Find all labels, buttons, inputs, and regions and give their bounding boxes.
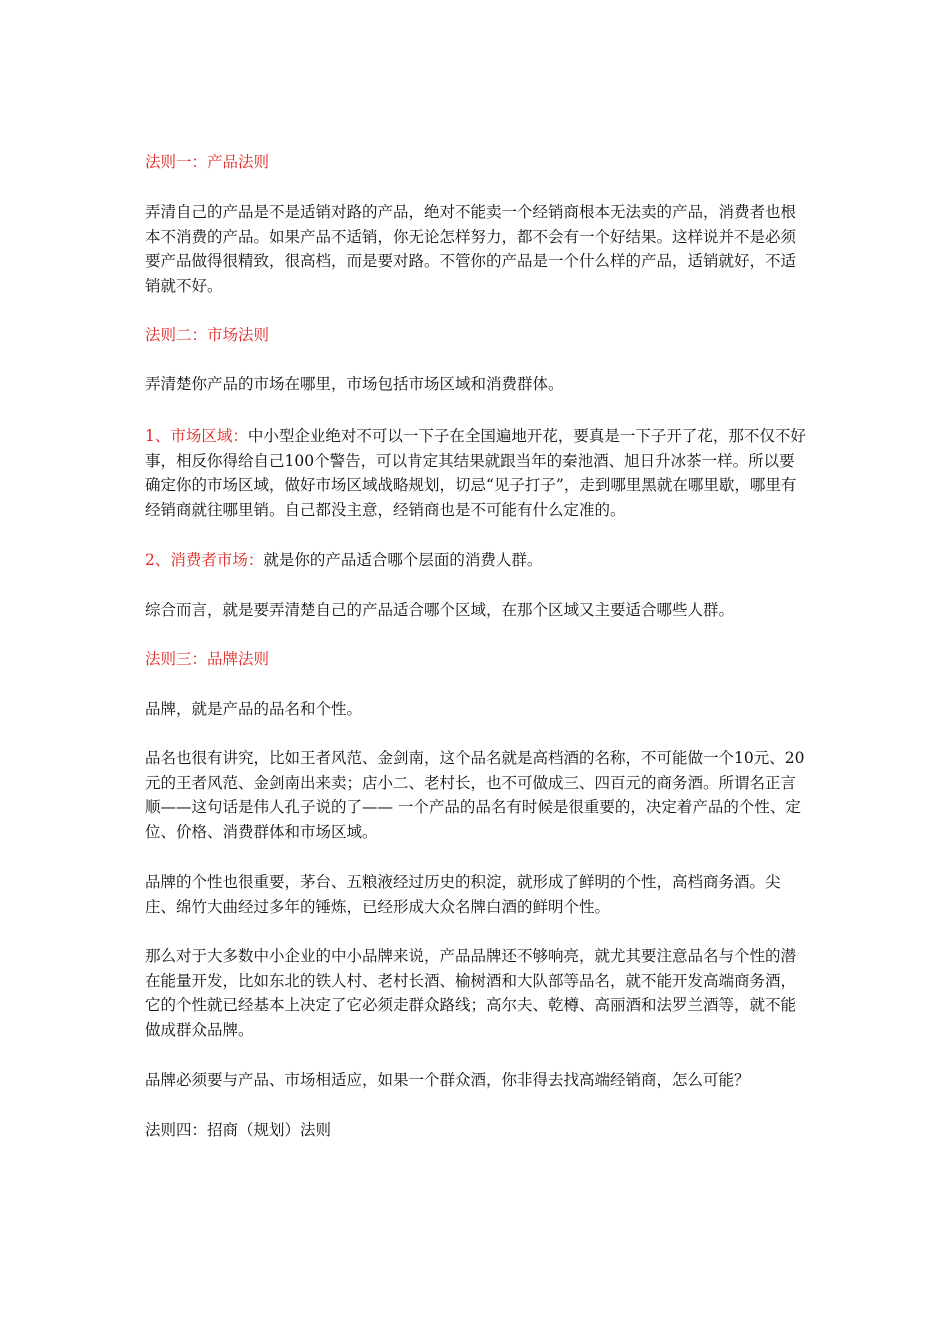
text-consumer-market: 就是你的产品适合哪个层面的消费人群。 bbox=[263, 551, 543, 569]
heading-rule-1: 法则一：产品法则 bbox=[145, 153, 270, 171]
heading-rule-2: 法则二：市场法则 bbox=[145, 326, 270, 344]
paragraph-brand-personality: 品牌的个性也很重要，茅台、五粮液经过历史的积淀，就形成了鲜明的个性，高档商务酒。尖庄、绵竹大曲经过多年的锤炼，已经形成大众名牌白酒的鲜明个性。 bbox=[145, 873, 781, 916]
paragraph-brand-fit: 品牌必须要与产品、市场相适应，如果一个群众酒，你非得去找高端经销商，怎么可能？ bbox=[145, 1071, 750, 1089]
paragraph-summary: 综合而言，就是要弄清楚自己的产品适合哪个区域，在那个区域又主要适合哪些人群。 bbox=[145, 601, 735, 619]
paragraph-brand-name: 品名也很有讲究，比如王者风范、金剑南，这个品名就是高档酒的名称，不可能做一个10元、20元的王者风范、金剑南出来卖；店小二、老村长，也不可做成三、四百元的商务酒。所谓名正言顺——这句话是伟人孔子说的了—— 一个产品的品名有时候是很重要的，决定着产品的个性、定位、价格、消费群体和市场区域。 bbox=[145, 749, 805, 841]
text-market-region: 中小型企业绝对不可以一下子在全国遍地开花，要真是一下子开了花，那不仅不好事，相反你得给自己100个警告，可以肯定其结果就跟当年的秦池酒、旭日升冰茶一样。所以要确定你的市场区域，做好市场区域战略规划，切忌“见子打子”，走到哪里黑就在哪里歇，哪里有经销商就往哪里销。自己都没主意，经销商也是不可能有什么定准的。 bbox=[145, 427, 806, 519]
paragraph-small-brands: 那么对于大多数中小企业的中小品牌来说，产品品牌还不够响亮，就尤其要注意品名与个性的潜在能量开发，比如东北的铁人村、老村长酒、榆树酒和大队部等品名，就不能开发高端商务酒，它的个性就已经基本上决定了它必须走群众路线；高尔夫、乾樽、高丽酒和法罗兰酒等，就不能做成群众品牌。 bbox=[145, 947, 797, 1039]
paragraph-market-region bbox=[145, 424, 810, 522]
label-consumer-market: 2、消费者市场： bbox=[145, 551, 264, 569]
label-market-region: 1、市场区域： bbox=[145, 427, 248, 445]
heading-rule-4: 法则四：招商（规划）法则 bbox=[145, 1121, 332, 1139]
heading-rule-3: 法则三：品牌法则 bbox=[145, 650, 270, 668]
paragraph-product: 弄清自己的产品是不是适销对路的产品，绝对不能卖一个经销商根本无法卖的产品，消费者也根本不消费的产品。如果产品不适销，你无论怎样努力，都不会有一个好结果。这样说并不是必须要产品做得很精致，很高档，而是要对路。不管你的产品是一个什么样的产品，适销就好，不适销就不好。 bbox=[145, 203, 797, 295]
paragraph-brand-def: 品牌，就是产品的品名和个性。 bbox=[145, 700, 363, 718]
paragraph-consumer-market bbox=[145, 548, 810, 573]
paragraph-market-intro: 弄清楚你产品的市场在哪里，市场包括市场区域和消费群体。 bbox=[145, 375, 564, 393]
